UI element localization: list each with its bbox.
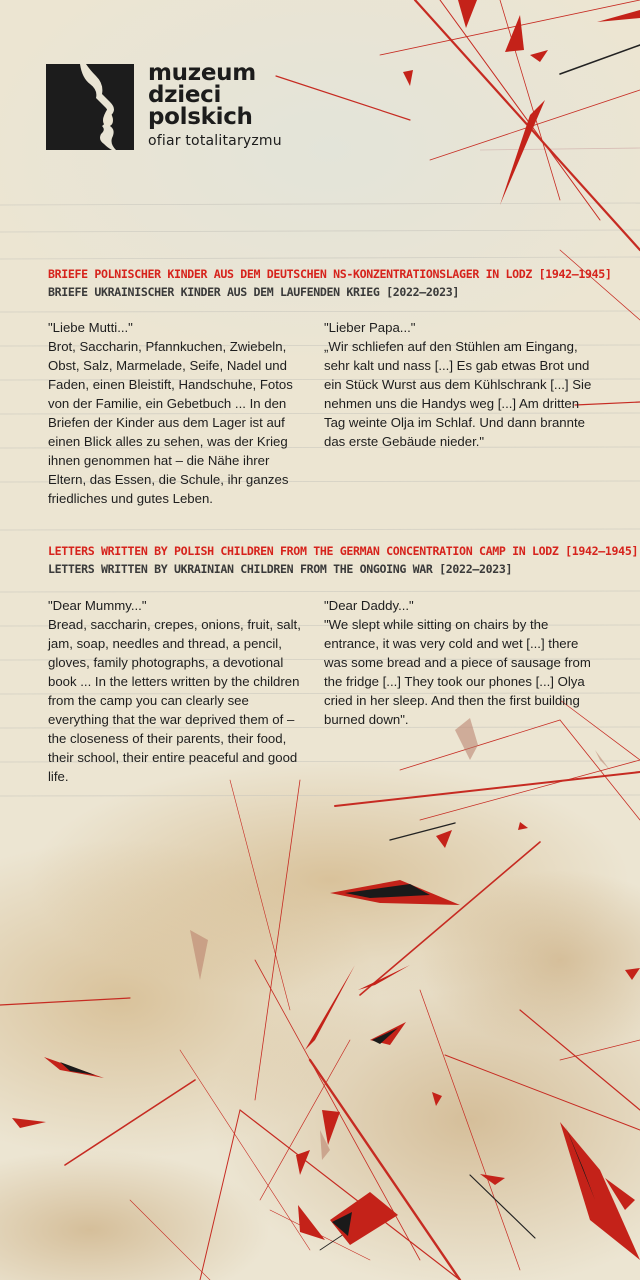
logo-tagline: ofiar totalitaryzmu: [148, 133, 282, 149]
german-salutation-papa: "Lieber Papa...": [324, 320, 416, 335]
german-salutation-mutti: "Liebe Mutti...": [48, 320, 133, 335]
german-body-mutti: Brot, Saccharin, Pfannkuchen, Zwiebeln, Obst, Salz, Marmelade, Seife, Nadel und Faden, einen Bleistift, Handschuhe, Fotos von der Familie, ein Gebetbuch ... In den Briefen der Kinder aus dem Lager ist auf einen Blick alles zu sehen, was der Krieg ihnen genommen hat – die Nähe ihrer Eltern, das Essen, die Schule, ihr ganzes friedliches und gutes Leben.: [48, 339, 293, 506]
museum-logo[interactable]: [46, 60, 306, 160]
english-salutation-daddy: "Dear Daddy...": [324, 598, 414, 613]
english-letter-mummy: [48, 596, 303, 786]
english-body-daddy: "We slept while sitting on chairs by the entrance, it was very cold and wet [...] there was some bread and a piece of sausage from the fridge [...] They took our phones [...] Olya cried in her sleep. And then the first building burned down".: [324, 617, 591, 727]
logo-text-line-2: dzieci: [148, 82, 222, 108]
german-letter-papa: [324, 318, 594, 451]
german-letter-mutti: [48, 318, 303, 508]
english-body-mummy: Bread, saccharin, crepes, onions, fruit, salt, jam, soap, needles and thread, a pencil, gloves, family photographs, a devotional book ... In the letters written by the children from the camp you can clearly see everything that the war deprived them of – the closeness of their parents, their food, their school, their entire peaceful and good life.: [48, 617, 301, 784]
german-heading-ukrainian-children: BRIEFE UKRAINISCHER KINDER AUS DEM LAUFENDEN KRIEG [2022–2023]: [48, 285, 460, 299]
german-heading-polish-children: BRIEFE POLNISCHER KINDER AUS DEM DEUTSCHEN NS-KONZENTRATIONSLAGER IN LODZ [1942–1945]: [48, 267, 612, 281]
english-heading-polish-children: LETTERS WRITTEN BY POLISH CHILDREN FROM THE GERMAN CONCENTRATION CAMP IN LODZ [1942–1945]: [48, 544, 639, 558]
logo-text-line-3: polskich: [148, 104, 253, 130]
child-profile-tear-icon: [46, 64, 134, 150]
logo-text-line-1: muzeum: [148, 60, 256, 86]
english-heading-ukrainian-children: LETTERS WRITTEN BY UKRAINIAN CHILDREN FROM THE ONGOING WAR [2022–2023]: [48, 562, 513, 576]
english-letter-daddy: [324, 596, 594, 729]
english-salutation-mummy: "Dear Mummy...": [48, 598, 147, 613]
german-body-papa: „Wir schliefen auf den Stühlen am Eingang, sehr kalt und nass [...] Es gab etwas Brot und ein Stück Wurst aus dem Kühlschrank [...] Sie nehmen uns die Handys weg [...] Am dritten Tag weinte Olja im Schlaf. Und dann brannte das erste Gebäude nieder.": [324, 339, 592, 449]
